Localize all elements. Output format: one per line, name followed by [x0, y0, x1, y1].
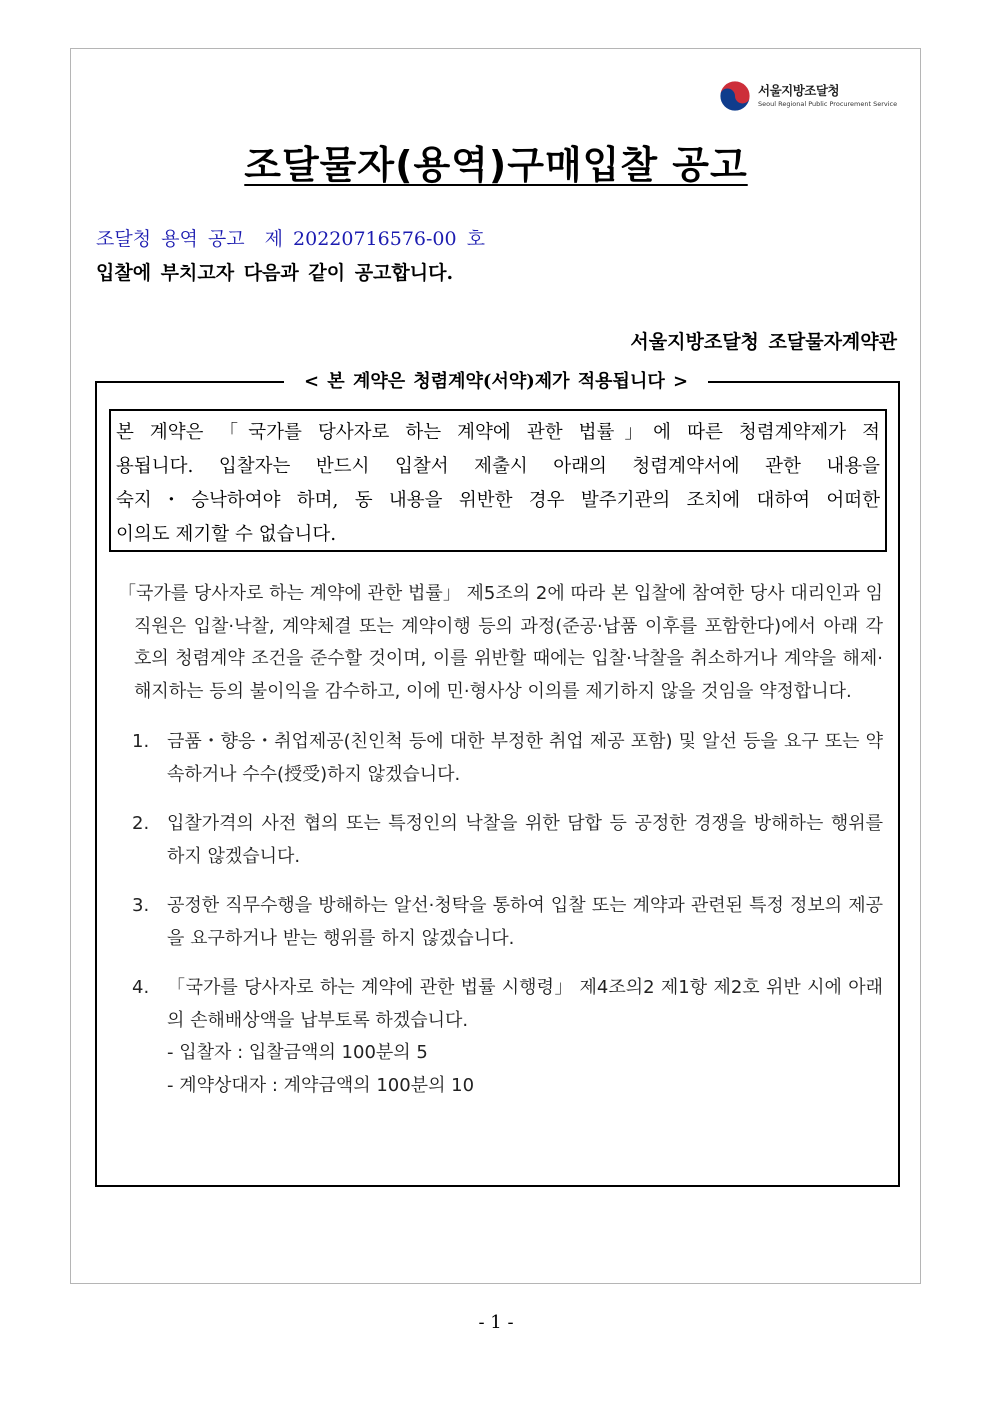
- item-number: 4.: [132, 977, 150, 998]
- page-number: - 1 -: [478, 1312, 514, 1333]
- item-number: 1.: [132, 731, 150, 752]
- taegeuk-emblem-icon: [718, 79, 752, 113]
- pledge-intro: 「국가를 당사자로 하는 계약에 관한 법률」 제5조의 2에 따라 본 입찰에 참여한 당사 대리인과 임직원은 입찰·낙찰, 계약체결 또는 계약이행 등의 과정(준공·납품 이후를 포함한다)에서 아래 각 호의 청렴계약 조건을 준수할 것이며, 이를 위반할 때에는 입찰·낙찰을 취소하거나 계약을 해제·해지하는 등의 불이익을 감수하고, 이에 민·형사상 이의를 제기하지 않을 것임을 약정합니다.: [118, 583, 883, 702]
- pledge-items: [118, 726, 883, 1102]
- integrity-heading-text: < 본 계약은 청렴계약(서약)제가 적용됩니다 >: [284, 371, 708, 392]
- item-text-container: [167, 972, 883, 1102]
- damages-contractor: - 계약상대자 : 계약금액의 100분의 10: [167, 1074, 475, 1096]
- pledge-item: [118, 808, 883, 873]
- intro-text: 입찰에 부치고자 다음과 같이 공고합니다.: [96, 262, 454, 284]
- item-text: 입찰가격의 사전 협의 또는 특정인의 낙찰을 위한 담합 등 공정한 경쟁을 방해하는 행위를 하지 않겠습니다.: [167, 813, 883, 867]
- item-number: 2.: [132, 813, 150, 834]
- agency-logo: [718, 78, 897, 114]
- item-text: 금품・향응・취업제공(친인척 등에 대한 부정한 취업 제공 포함) 및 알선 등을 요구 또는 약속하거나 수수(授受)하지 않겠습니다.: [167, 731, 883, 785]
- document-title: 조달물자(용역)구매입찰 공고: [244, 143, 748, 187]
- item-text: 「국가를 당사자로 하는 계약에 관한 법률 시행령」 제4조의2 제1항 제2호 위반 시에 아래의 손해배상액을 납부토록 하겠습니다.: [167, 977, 883, 1031]
- pledge-item: [118, 726, 883, 791]
- signer: 서울지방조달청 조달물자계약관: [630, 331, 897, 353]
- notice-line: 이의도 제기할 수 없습니다.: [116, 524, 337, 545]
- item-number: 3.: [132, 895, 150, 916]
- logo-name-ko: 서울지방조달청: [758, 83, 840, 98]
- pledge-item: [118, 972, 883, 1102]
- item-text: 공정한 직무수행을 방해하는 알선·청탁을 통하여 입찰 또는 계약과 관련된 특정 정보의 제공을 요구하거나 받는 행위를 하지 않겠습니다.: [167, 895, 883, 949]
- notice-line: 본 계약은 「국가를 당사자로 하는 계약에 관한 법률」에 따른 청렴계약제가 적: [116, 422, 880, 443]
- integrity-box-heading: [0, 367, 992, 393]
- notice-number: 조달청 용역 공고 제 20220716576-00 호: [96, 228, 485, 250]
- notice-line: 용됩니다. 입찰자는 반드시 입찰서 제출시 아래의 청렴계약서에 관한 내용을: [116, 456, 880, 477]
- damages-bidder: - 입찰자 : 입찰금액의 100분의 5: [167, 1042, 428, 1063]
- logo-name-en: Seoul Regional Public Procurement Service: [758, 99, 898, 108]
- pledge-item: [118, 890, 883, 955]
- integrity-pledge: [118, 578, 883, 1119]
- integrity-notice: [109, 409, 887, 552]
- notice-line: 숙지・승낙하여야 하며, 동 내용을 위반한 경우 발주기관의 조치에 대하여 어떠한: [116, 490, 880, 511]
